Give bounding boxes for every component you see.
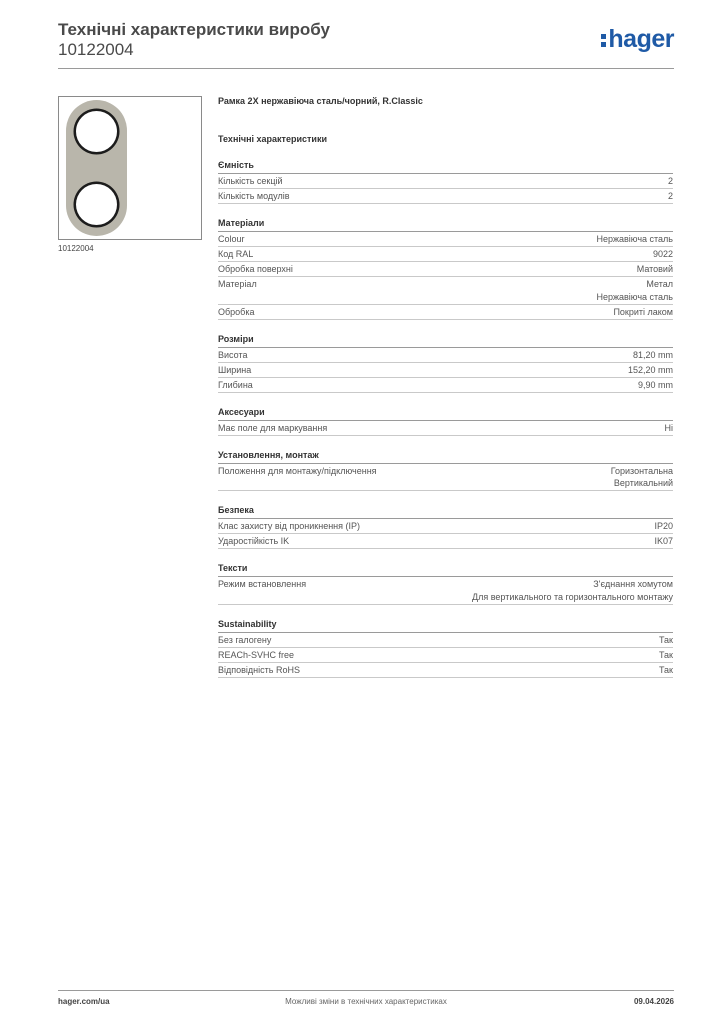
spec-value: 2 [667, 191, 673, 201]
spec-row [218, 421, 673, 436]
spec-label: Без галогену [218, 634, 272, 645]
footer-date: 09.04.2026 [633, 997, 674, 1006]
spec-section [218, 618, 673, 678]
spec-label: REACh-SVHC free [218, 649, 295, 660]
spec-label: Положення для монтажу/підключення [218, 465, 377, 476]
spec-label: Глибина [218, 379, 253, 390]
spec-value: IP20 [654, 521, 673, 531]
section-title: Розміри [218, 333, 673, 348]
spec-label: Обробка [218, 306, 255, 317]
spec-value: Матовий [636, 264, 673, 274]
spec-label: Обробка поверхні [218, 264, 293, 274]
logo-text: hager [608, 25, 674, 53]
spec-value: 81,20 mm [632, 349, 673, 360]
specs-heading: Технічні характеристики [218, 134, 327, 144]
spec-label: Клас захисту від проникнення (IP) [218, 521, 361, 531]
page-header [58, 20, 674, 60]
spec-row [218, 277, 673, 305]
section-title: Аксесуари [218, 406, 673, 421]
spec-row [218, 663, 673, 678]
spec-row [218, 648, 673, 663]
section-title: Тексти [218, 562, 673, 577]
spec-label: Відповідність RoHS [218, 664, 300, 675]
spec-value: IK07 [654, 536, 673, 546]
spec-row [218, 262, 673, 277]
spec-value: Так [658, 634, 673, 645]
spec-row [218, 247, 673, 262]
spec-row [218, 174, 673, 189]
spec-value: Покриті лаком [613, 306, 673, 317]
spec-section [218, 406, 673, 436]
section-title: Ємність [218, 159, 673, 174]
spec-label: Ударостійкість IK [218, 536, 290, 546]
hager-logo [601, 26, 674, 52]
spec-value: 2 [667, 176, 673, 186]
spec-row [218, 189, 673, 204]
spec-label: Ширина [218, 364, 252, 375]
spec-label: Режим встановлення [218, 579, 307, 589]
spec-row [218, 633, 673, 648]
section-title: Матеріали [218, 217, 673, 232]
spec-label: Colour [218, 234, 245, 244]
spec-section [218, 333, 673, 393]
spec-section [218, 217, 673, 320]
spec-label: Має поле для маркування [218, 422, 328, 433]
spec-value: 9,90 mm [637, 379, 673, 390]
spec-value: Так [658, 664, 673, 675]
footer-divider [58, 990, 674, 991]
spec-label: Матеріал [218, 279, 257, 289]
spec-section [218, 449, 673, 492]
document-title: Технічні характеристики виробу [58, 20, 330, 39]
product-image [58, 96, 202, 240]
spec-value: З'єднання хомутом Для вертикального та горизонтального монтажу [471, 579, 673, 602]
spec-content [218, 94, 673, 678]
spec-value: 9022 [652, 249, 673, 259]
section-title: Sustainability [218, 618, 673, 633]
spec-section [218, 504, 673, 549]
spec-sections [218, 159, 673, 678]
spec-value: Так [658, 649, 673, 660]
double-frame-icon [59, 97, 201, 239]
spec-value: 152,20 mm [627, 364, 673, 375]
spec-row [218, 577, 673, 605]
spec-value: Горизонтальна Вертикальний [610, 465, 673, 488]
spec-value: Ні [664, 422, 673, 433]
image-caption: 10122004 [58, 244, 94, 253]
logo-dots-icon [601, 31, 606, 48]
spec-row [218, 534, 673, 549]
spec-row [218, 363, 673, 378]
footer-note: Можливі зміни в технічних характеристиках [285, 997, 447, 1006]
spec-label: Код RAL [218, 249, 254, 259]
spec-row [218, 464, 673, 492]
spec-row [218, 378, 673, 393]
spec-label: Кількість модулів [218, 191, 290, 201]
spec-row [218, 348, 673, 363]
spec-label: Кількість секцій [218, 176, 283, 186]
header-divider [58, 68, 674, 69]
section-title: Установлення, монтаж [218, 449, 673, 464]
product-name: Рамка 2X нержавіюча сталь/чорний, R.Classic [218, 96, 423, 106]
spec-row [218, 232, 673, 247]
spec-row [218, 305, 673, 320]
spec-section [218, 159, 673, 204]
spec-value: Нержавіюча сталь [596, 234, 673, 244]
product-code: 10122004 [58, 40, 134, 59]
spec-value: Метал Нержавіюча сталь [596, 279, 673, 302]
spec-row [218, 519, 673, 534]
spec-label: Висота [218, 349, 248, 360]
footer-website: hager.com/ua [58, 997, 110, 1006]
section-title: Безпека [218, 504, 673, 519]
spec-section [218, 562, 673, 605]
